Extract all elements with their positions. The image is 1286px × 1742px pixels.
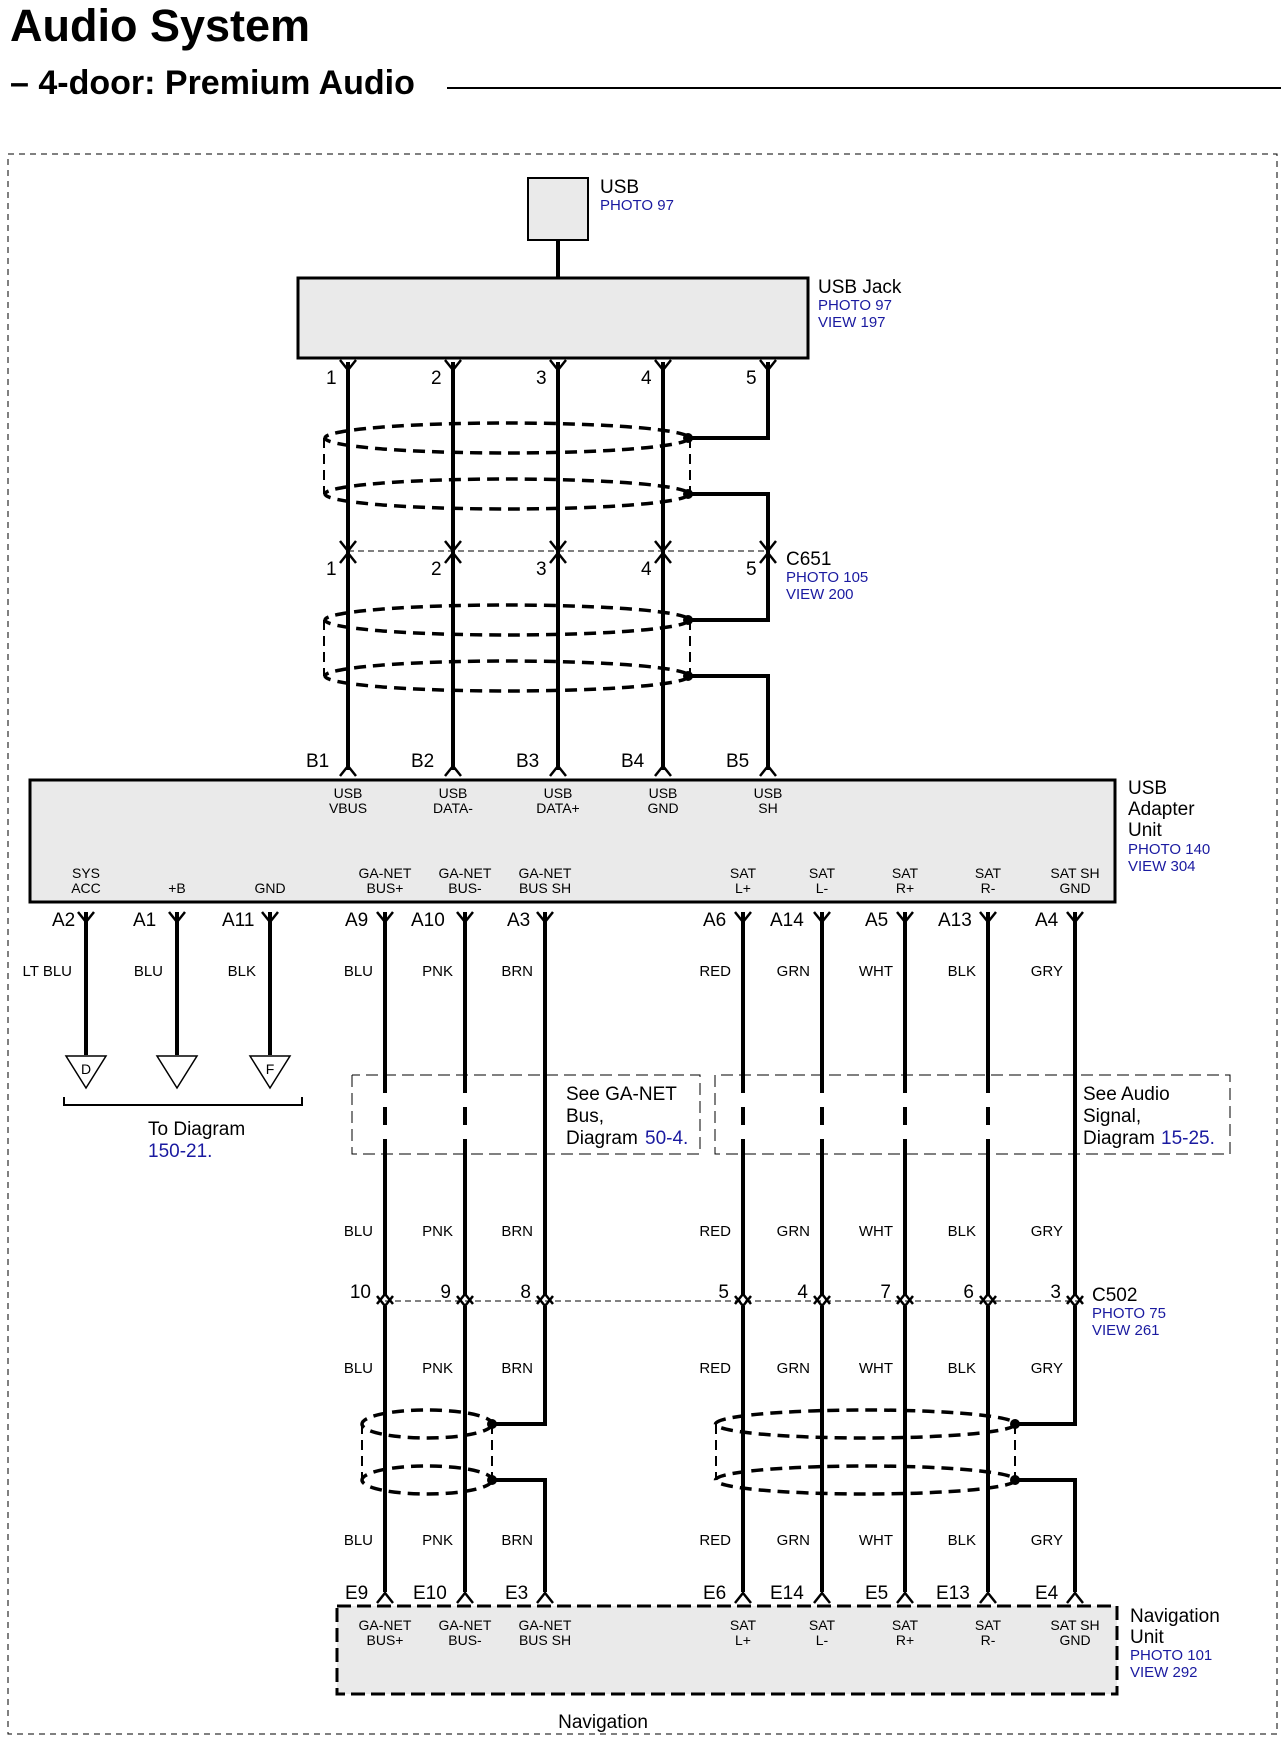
adapter-bottom-pin-label: R+ — [895, 880, 915, 896]
nav-pin: E13 — [936, 1583, 970, 1604]
navigation-unit-photo-link: PHOTO 101 — [1130, 1647, 1213, 1664]
adapter-bottom-pin: A2 — [52, 910, 76, 931]
nav-pin-label: SAT — [974, 1617, 1002, 1633]
nav-pin-label: BUS- — [448, 1632, 482, 1648]
adapter-bottom-pin-label: BUS- — [448, 880, 482, 896]
usb-photo-link: PHOTO 97 — [600, 197, 674, 214]
adapter-top-pin: B3 — [516, 751, 540, 772]
adapter-bottom-pin: A13 — [938, 910, 972, 931]
wire-color-label: RED — [699, 1532, 731, 1549]
usb-adapter-name: Adapter — [1128, 799, 1195, 820]
shield-ellipse — [716, 1410, 1016, 1438]
c502-photo-link: PHOTO 75 — [1092, 1305, 1166, 1322]
connector-arrow — [340, 766, 356, 776]
navigation-footer-label: Navigation — [558, 1712, 648, 1733]
off-page-letter: D — [80, 1061, 92, 1077]
usb-shield-wire — [688, 494, 768, 553]
shield-ellipse — [325, 479, 689, 509]
c651-name: C651 — [786, 549, 832, 570]
nav-pin: E6 — [703, 1583, 727, 1604]
wire-color-label: GRN — [776, 1360, 810, 1377]
wire-color-label: WHT — [858, 963, 893, 980]
adapter-bottom-pin-label: L+ — [735, 880, 751, 896]
connector-arrow — [377, 1593, 393, 1603]
adapter-bottom-pin-label: BUS+ — [366, 880, 404, 896]
shield-ellipse — [716, 1466, 1016, 1494]
wire-color-label: BLU — [343, 963, 373, 980]
usb-adapter-name: Unit — [1128, 820, 1162, 841]
adapter-top-pin: B4 — [621, 751, 645, 772]
connector-arrow — [457, 1593, 473, 1603]
adapter-top-pin: B2 — [411, 751, 435, 772]
usb-adapter-name: USB — [1128, 778, 1168, 799]
nav-pin-label: SAT — [891, 1617, 919, 1633]
nav-pin: E10 — [413, 1583, 447, 1604]
adapter-bottom-pin-label: SAT — [974, 865, 1002, 881]
adapter-bottom-pin: A5 — [865, 910, 889, 931]
wire-color-label: PNK — [422, 1223, 453, 1240]
wire-color-label: BLK — [947, 963, 976, 980]
nav-pin-label: SAT — [808, 1617, 836, 1633]
wire-color-label: WHT — [858, 1360, 893, 1377]
c651-pin-label: 3 — [536, 559, 547, 580]
adapter-bottom-pin: A1 — [133, 910, 157, 931]
to-diagram-brace — [64, 1097, 302, 1105]
connector-arrow — [814, 1593, 830, 1603]
adapter-bottom-pin-label: ACC — [71, 880, 101, 896]
nav-pin-label: GND — [1059, 1632, 1091, 1648]
c502-pin-label: 4 — [797, 1282, 808, 1303]
usb-jack-name: USB Jack — [818, 277, 902, 298]
nav-pin-label: L- — [815, 1632, 829, 1648]
navigation-unit-name: Unit — [1130, 1627, 1164, 1648]
adapter-top-pin: B1 — [306, 751, 330, 772]
wire-color-label: RED — [699, 1223, 731, 1240]
adapter-top-pin-label: DATA- — [433, 800, 473, 816]
adapter-bottom-pin-label: R- — [980, 880, 996, 896]
nav-pin-label: GA-NET — [358, 1617, 412, 1633]
off-page-triangle — [157, 1056, 197, 1088]
wire-color-label: GRY — [1030, 1223, 1063, 1240]
c502-pin-label: 9 — [440, 1282, 451, 1303]
wire-color-label: GRY — [1030, 1360, 1063, 1377]
c502-pin-label: 8 — [520, 1282, 531, 1303]
usb-jack-pin-label: 1 — [326, 368, 337, 389]
see-ganet-text: See GA-NET — [566, 1084, 677, 1105]
adapter-bottom-pin: A6 — [703, 910, 727, 931]
wire-color-label: BLK — [947, 1223, 976, 1240]
connector-arrow — [760, 766, 776, 776]
wire-color-label: PNK — [422, 963, 453, 980]
usb-jack-box — [298, 278, 808, 358]
wire-color-label: GRN — [776, 1532, 810, 1549]
shield-ellipse — [325, 661, 689, 691]
off-page-letter: F — [265, 1061, 275, 1077]
usb-jack-pin-label: 3 — [536, 368, 547, 389]
see-audio-text: Diagram — [1083, 1128, 1155, 1149]
c651-pin-label: 2 — [431, 559, 442, 580]
adapter-bottom-pin-label: SAT SH — [1050, 865, 1100, 881]
wire-color-label: BRN — [501, 963, 533, 980]
usb-name: USB — [600, 177, 640, 198]
adapter-bottom-pin-label: +B — [168, 880, 186, 896]
nav-pin-label: L+ — [735, 1632, 751, 1648]
wire-color-label: BRN — [501, 1532, 533, 1549]
wire-color-label: WHT — [858, 1223, 893, 1240]
wire-color-label: GRY — [1030, 963, 1063, 980]
connector-arrow — [980, 1593, 996, 1603]
shield-ellipse — [362, 1466, 492, 1494]
nav-pin-label: BUS SH — [518, 1632, 572, 1648]
adapter-bottom-pin-label: GND — [254, 880, 286, 896]
wire-color-label: BLK — [947, 1532, 976, 1549]
page-subtitle: – 4-door: Premium Audio — [10, 64, 415, 102]
wire-color-label: GRN — [776, 1223, 810, 1240]
wire-color-label: PNK — [422, 1360, 453, 1377]
adapter-bottom-pin: A10 — [411, 910, 445, 931]
adapter-top-pin-label: DATA+ — [536, 800, 580, 816]
wire-color-label: RED — [699, 1360, 731, 1377]
wire-color-label: PNK — [422, 1532, 453, 1549]
adapter-top-pin-label: USB — [648, 785, 678, 801]
c502-view-link: VIEW 261 — [1092, 1322, 1160, 1339]
nav-pin-label: SAT SH — [1050, 1617, 1100, 1633]
diagram-border — [8, 154, 1277, 1734]
adapter-bottom-pin-label: SAT — [891, 865, 919, 881]
adapter-bottom-pin-label: GA-NET — [358, 865, 412, 881]
adapter-top-pin-label: USB — [438, 785, 468, 801]
adapter-bottom-pin: A3 — [507, 910, 531, 931]
adapter-top-pin-label: GND — [647, 800, 679, 816]
adapter-bottom-pin-label: GND — [1059, 880, 1091, 896]
navigation-unit-name: Navigation — [1130, 1606, 1220, 1627]
adapter-bottom-pin-label: SAT — [808, 865, 836, 881]
adapter-top-pin-label: SH — [758, 800, 778, 816]
wire-color-label: BRN — [501, 1223, 533, 1240]
see-ganet-text: Diagram — [566, 1128, 638, 1149]
see-ganet-text: Bus, — [566, 1106, 605, 1127]
adapter-bottom-pin-label: SAT — [729, 865, 757, 881]
usb-jack-photo-link: PHOTO 97 — [818, 297, 892, 314]
adapter-bottom-pin: A9 — [345, 910, 369, 931]
shield-ellipse — [325, 423, 689, 453]
connector-arrow — [537, 1593, 553, 1603]
wire-color-label: BLK — [947, 1360, 976, 1377]
usb-jack-view-link: VIEW 197 — [818, 314, 886, 331]
adapter-top-pin: B5 — [726, 751, 750, 772]
shield-ellipse — [325, 605, 689, 635]
shield-ellipse — [362, 1410, 492, 1438]
page-title: Audio System — [10, 0, 311, 51]
usb-device-box — [528, 178, 588, 240]
adapter-bottom-pin-label: L- — [815, 880, 829, 896]
wire-color-label: BLU — [343, 1532, 373, 1549]
usb-adapter-box — [30, 780, 1115, 902]
connector-arrow — [897, 1593, 913, 1603]
nav-pin-label: R- — [980, 1632, 996, 1648]
c651-view-link: VIEW 200 — [786, 586, 854, 603]
nav-pin-label: SAT — [729, 1617, 757, 1633]
c502-name: C502 — [1092, 1285, 1138, 1306]
adapter-bottom-pin: A11 — [222, 910, 255, 931]
c651-pin-label: 5 — [746, 559, 757, 580]
c502-pin-label: 7 — [880, 1282, 891, 1303]
see-audio-text: Signal, — [1083, 1106, 1142, 1127]
c651-pin-label: 4 — [641, 559, 652, 580]
c651-pin-label: 1 — [326, 559, 337, 580]
wire-color-label: BLU — [343, 1223, 373, 1240]
see-audio-link: 15-25. — [1161, 1128, 1215, 1149]
c502-pin-label: 10 — [349, 1282, 371, 1303]
connector-arrow — [655, 766, 671, 776]
adapter-top-pin-label: VBUS — [328, 800, 368, 816]
c502-pin-label: 3 — [1050, 1282, 1061, 1303]
nav-pin: E9 — [345, 1583, 369, 1604]
to-diagram-link: 150-21. — [148, 1141, 213, 1162]
see-ganet-link: 50-4. — [645, 1128, 689, 1149]
wire-color-label: WHT — [858, 1532, 893, 1549]
adapter-top-pin-label: USB — [753, 785, 783, 801]
wire-color-label: LT BLU — [22, 963, 72, 980]
nav-pin-label: GA-NET — [518, 1617, 572, 1633]
usb-adapter-view-link: VIEW 304 — [1128, 858, 1196, 875]
wire-color-label: BLU — [133, 963, 163, 980]
wire-color-label: GRN — [776, 963, 810, 980]
navigation-unit-view-link: VIEW 292 — [1130, 1664, 1198, 1681]
connector-arrow — [445, 766, 461, 776]
usb-adapter-photo-link: PHOTO 140 — [1128, 841, 1211, 858]
connector-arrow — [814, 1296, 830, 1306]
nav-pin: E4 — [1035, 1583, 1059, 1604]
nav-pin-label: GA-NET — [438, 1617, 492, 1633]
usb-jack-pin-label: 4 — [641, 368, 652, 389]
connector-arrow — [735, 1593, 751, 1603]
c651-photo-link: PHOTO 105 — [786, 569, 869, 586]
wire-color-label: BLU — [343, 1360, 373, 1377]
c502-pin-label: 5 — [718, 1282, 729, 1303]
nav-pin-label: BUS+ — [366, 1632, 404, 1648]
usb-jack-pin-label: 2 — [431, 368, 442, 389]
adapter-bottom-pin-label: GA-NET — [438, 865, 492, 881]
wire-color-label: BLK — [227, 963, 256, 980]
connector-arrow — [735, 1296, 751, 1306]
wire-color-label: BRN — [501, 1360, 533, 1377]
wire-color-label: GRY — [1030, 1532, 1063, 1549]
wires-layer — [66, 360, 1083, 1603]
diagram-static-layer — [8, 88, 1281, 1734]
adapter-bottom-pin: A4 — [1035, 910, 1059, 931]
to-diagram-text: To Diagram — [148, 1119, 246, 1140]
wire-color-label: RED — [699, 963, 731, 980]
labels-layer — [23, 177, 1220, 1733]
nav-pin: E14 — [770, 1583, 804, 1604]
connector-arrow — [1067, 1593, 1083, 1603]
c502-pin-label: 6 — [963, 1282, 974, 1303]
connector-arrow — [550, 766, 566, 776]
nav-pin-label: R+ — [895, 1632, 915, 1648]
adapter-bottom-pin-label: BUS SH — [518, 880, 572, 896]
adapter-top-pin-label: USB — [333, 785, 363, 801]
adapter-bottom-pin-label: SYS — [71, 865, 101, 881]
adapter-bottom-pin-label: GA-NET — [518, 865, 572, 881]
nav-pin: E5 — [865, 1583, 889, 1604]
adapter-top-pin-label: USB — [543, 785, 573, 801]
nav-pin: E3 — [505, 1583, 529, 1604]
see-audio-text: See Audio — [1083, 1084, 1170, 1105]
usb-jack-pin-label: 5 — [746, 368, 757, 389]
adapter-bottom-pin: A14 — [770, 910, 804, 931]
